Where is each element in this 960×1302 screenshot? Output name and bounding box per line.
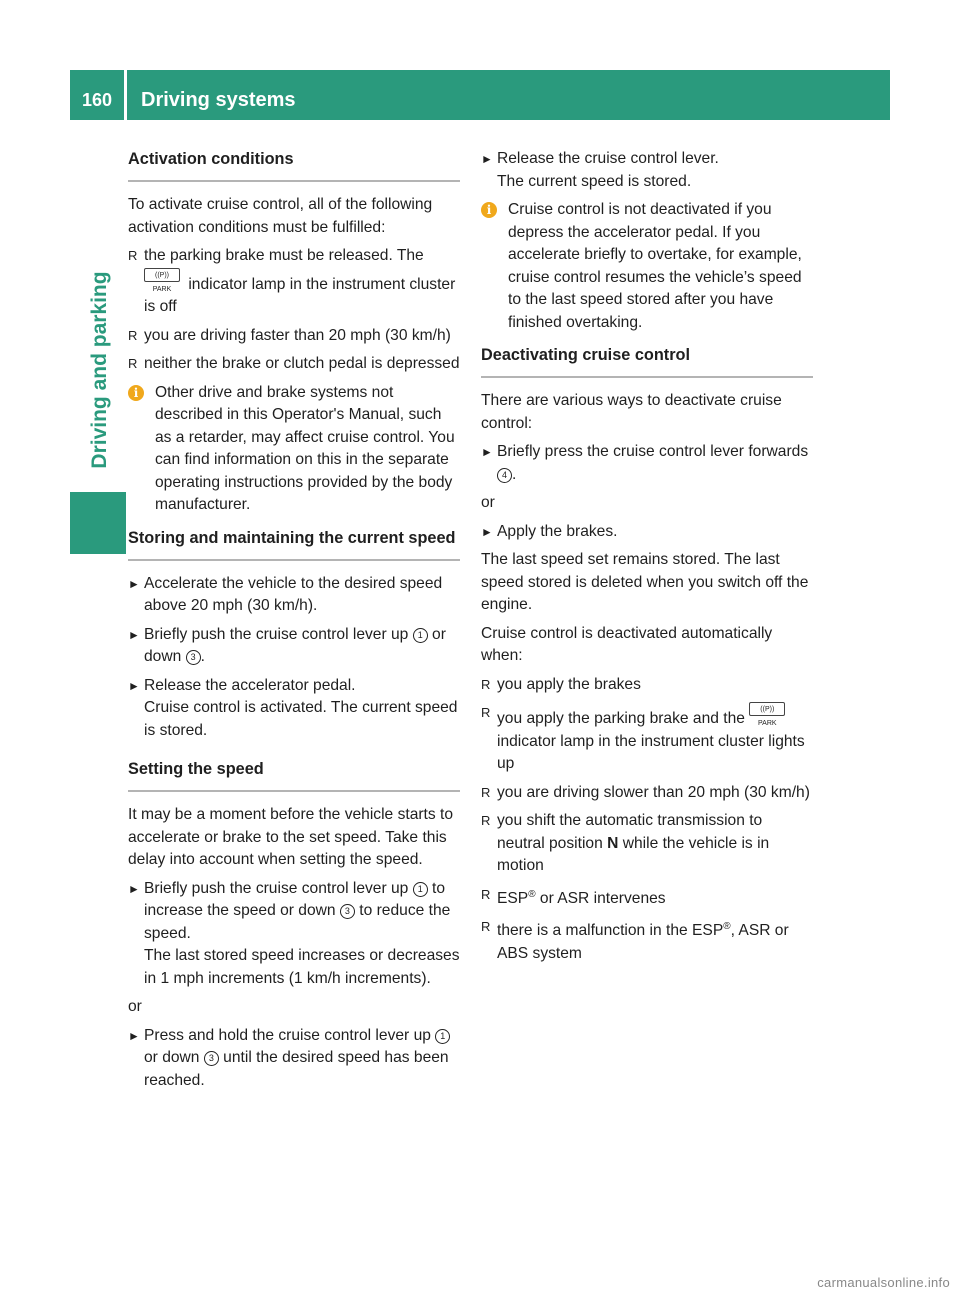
- watermark: carmanualsonline.info: [817, 1275, 950, 1290]
- callout-1-icon: 1: [413, 882, 428, 897]
- info-note: i Cruise control is not deactivated if you depress the accelerator pedal. If you accelerate briefly to overtake, for example, cruise control resumes the vehicle’s speed to the last speed stored after you have finished overtaking.: [481, 199, 813, 334]
- bullet-icon: R: [481, 919, 491, 935]
- side-tab-label: Driving and parking: [88, 271, 111, 469]
- callout-4-icon: 4: [497, 468, 512, 483]
- bullet-icon: R: [128, 356, 138, 371]
- paragraph: It may be a moment before the vehicle starts to accelerate or brake to the set speed. Take this delay into account when setting the speed.: [128, 806, 454, 868]
- bullet-icon: R: [481, 813, 491, 828]
- arrow-icon: ►: [128, 881, 140, 896]
- arrow-icon: ►: [128, 1028, 140, 1043]
- instruction-step: ► Briefly push the cruise control lever up 1 to increase the speed or down 3 to reduce the speed. The last stored speed increases or decreases in 1 mph increments (1 km/h increments).: [128, 879, 460, 987]
- list-item: R there is a malfunction in the ESP®, ASR or ABS system: [481, 916, 813, 965]
- list-item: R you apply the brakes: [481, 674, 813, 697]
- bullet-icon: R: [481, 676, 491, 692]
- paragraph: There are various ways to deactivate cruise control:: [481, 392, 782, 432]
- heading-activation-conditions: Activation conditions: [128, 148, 460, 182]
- heading-deactivating: Deactivating cruise control: [481, 344, 813, 378]
- info-icon: i: [128, 385, 144, 401]
- bullet-icon: R: [481, 784, 491, 800]
- callout-3-icon: 3: [186, 650, 201, 665]
- paragraph: The last speed set remains stored. The last speed stored is deleted when you switch off the engine.: [481, 551, 809, 613]
- arrow-icon: ►: [128, 678, 140, 693]
- arrow-icon: ►: [128, 576, 140, 591]
- info-note: i Other drive and brake systems not described in this Operator's Manual, such as a retarder, may affect cruise control. You can find information on this in the separate operating instructions provided by the body manufacturer.: [128, 382, 460, 517]
- paragraph: To activate cruise control, all of the following activation conditions must be fulfilled:: [128, 196, 433, 236]
- instruction-step: ► Release the accelerator pedal. Cruise control is activated. The current speed is stored.: [128, 676, 458, 739]
- side-tab: [84, 250, 116, 490]
- bullet-icon: R: [128, 248, 138, 263]
- arrow-icon: ►: [128, 627, 140, 642]
- list-item: R you are driving faster than 20 mph (30 km/h): [128, 325, 460, 348]
- left-column: [128, 148, 460, 1098]
- or-text: or: [128, 998, 142, 1015]
- parking-brake-indicator-icon: ((P)) PARK: [749, 702, 785, 716]
- list-item: R the parking brake must be released. The ((P)) PARK indicator lamp in the instrument cluster is off: [128, 247, 456, 315]
- callout-3-icon: 3: [204, 1051, 219, 1066]
- header-divider: [124, 70, 127, 120]
- page-number: 160: [81, 90, 113, 110]
- callout-1-icon: 1: [413, 628, 428, 643]
- arrow-icon: ►: [481, 152, 493, 166]
- callout-3-icon: 3: [340, 904, 355, 919]
- instruction-step: ► Release the cruise control lever. The current speed is stored.: [481, 150, 719, 190]
- heading-setting-speed: Setting the speed: [128, 758, 460, 792]
- instruction-step: ► Briefly push the cruise control lever up 1 or down 3 .: [128, 625, 446, 665]
- arrow-icon: ►: [481, 524, 493, 539]
- instruction-step: ► Apply the brakes.: [481, 521, 813, 544]
- bullet-icon: R: [481, 886, 491, 902]
- bullet-icon: R: [128, 327, 138, 343]
- callout-1-icon: 1: [435, 1029, 450, 1044]
- side-tab-block: [70, 492, 126, 554]
- instruction-step: ► Briefly press the cruise control lever forwards 4 .: [481, 443, 809, 483]
- instruction-step: ► Accelerate the vehicle to the desired speed above 20 mph (30 km/h).: [128, 574, 443, 614]
- list-item: R you are driving slower than 20 mph (30 km/h): [481, 782, 813, 805]
- info-icon: i: [481, 202, 497, 218]
- paragraph: Cruise control is deactivated automatically when:: [481, 624, 773, 664]
- list-item: R neither the brake or clutch pedal is depressed: [128, 353, 460, 376]
- right-column: [481, 148, 813, 971]
- arrow-icon: ►: [481, 445, 493, 459]
- list-item: R ESP® or ASR intervenes: [481, 884, 813, 911]
- parking-brake-indicator-icon: ((P)) PARK: [144, 268, 180, 282]
- section-title: Driving systems: [141, 89, 296, 111]
- or-text: or: [481, 494, 495, 511]
- list-item: R you apply the parking brake and the ((P)) PARK indicator lamp in the instrument cluster lights up: [481, 702, 813, 776]
- bullet-icon: R: [481, 705, 491, 720]
- heading-storing-speed: Storing and maintaining the current speed: [128, 527, 460, 561]
- instruction-step: ► Press and hold the cruise control lever up 1 or down 3 until the desired speed has been reached.: [128, 1026, 449, 1089]
- list-item: R you shift the automatic transmission to neutral position N while the vehicle is in motion: [481, 812, 770, 874]
